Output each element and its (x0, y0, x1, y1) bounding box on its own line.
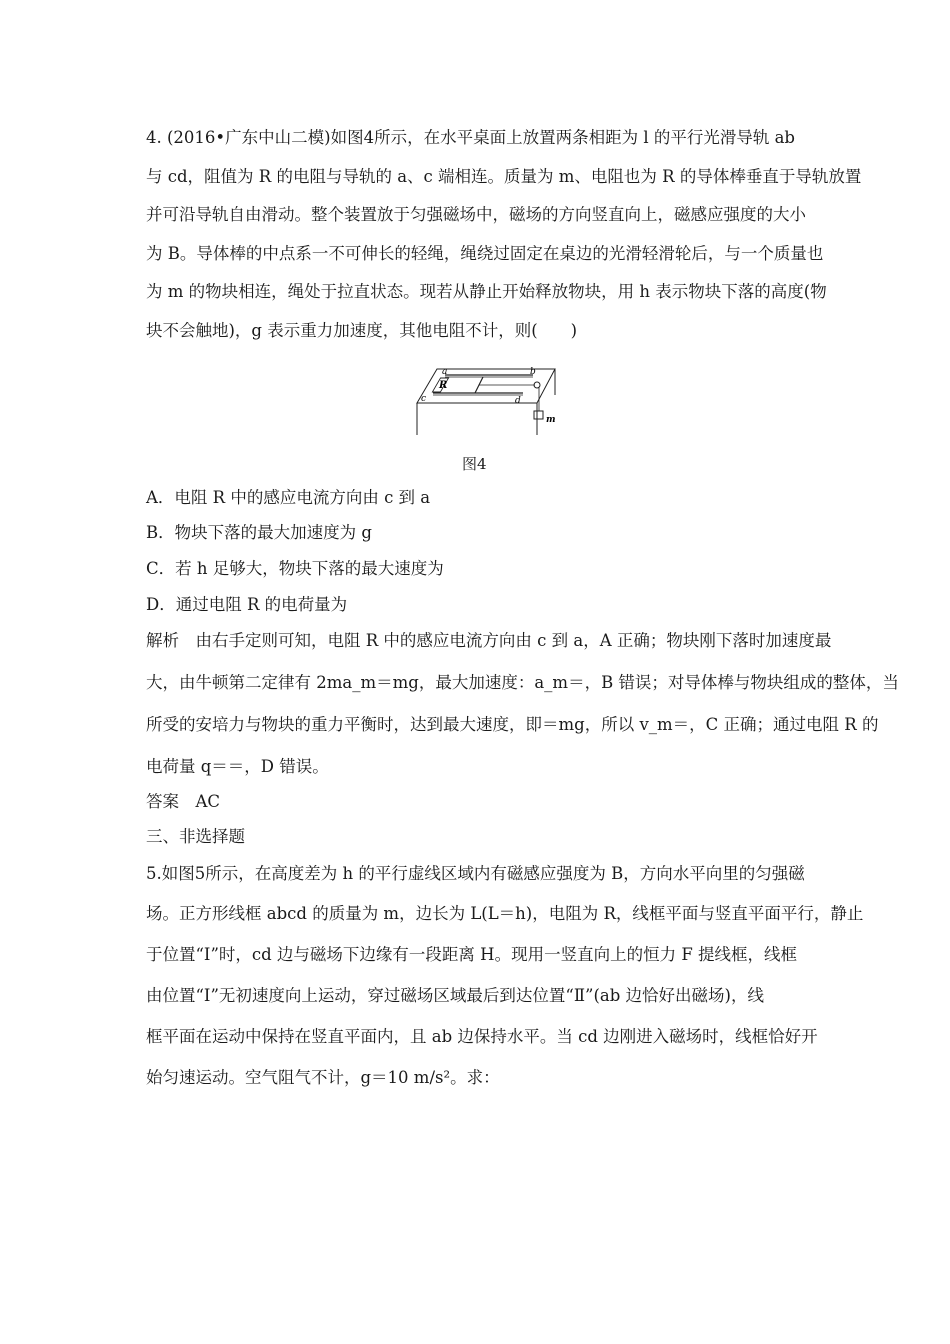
label-m: m (546, 415, 556, 425)
analysis-line-4: 电荷量 q＝＝，D 错误。 (146, 757, 329, 776)
answer: 答案 AC (146, 792, 221, 811)
label-d: d (515, 396, 521, 406)
figure-4-diagram (415, 365, 560, 437)
analysis-line-2: 大，由牛顿第二定律有 2ma_m＝mg，最大加速度：a_m＝，B 错误；对导体棒与物块组成的整体，当 (146, 673, 899, 692)
option-d: D．通过电阻 R 的电荷量为 (146, 595, 348, 614)
option-b: B．物块下落的最大加速度为 g (146, 523, 372, 542)
q4-line-3: 并可沿导轨自由滑动。整个装置放于匀强磁场中，磁场的方向竖直向上，磁感应强度的大小 (146, 205, 806, 224)
q4-line-4: 为 B。导体棒的中点系一不可伸长的轻绳，绳绕过固定在桌边的光滑轻滑轮后，与一个质量也 (146, 244, 824, 263)
option-c: C．若 h 足够大，物块下落的最大速度为 (146, 559, 444, 578)
q4-line-6: 块不会触地)，g 表示重力加速度，其他电阻不计，则( ) (146, 321, 578, 340)
label-c: c (421, 394, 427, 404)
option-a: A．电阻 R 中的感应电流方向由 c 到 a (146, 488, 431, 507)
figure-4-caption: 图4 (462, 455, 487, 473)
analysis-line-1: 解析 由右手定则可知，电阻 R 中的感应电流方向由 c 到 a，A 正确；物块刚下落时加速度最 (146, 631, 832, 650)
q5-line-1: 5.如图5所示，在高度差为 h 的平行虚线区域内有磁感应强度为 B，方向水平向里的匀强磁 (146, 864, 805, 883)
label-a: a (442, 367, 448, 377)
q5-line-4: 由位置“Ⅰ”无初速度向上运动，穿过磁场区域最后到达位置“Ⅱ”(ab 边恰好出磁场)，线 (146, 986, 764, 1005)
q4-line-2: 与 cd，阻值为 R 的电阻与导轨的 a、c 端相连。质量为 m、电阻也为 R 的导体棒垂直于导轨放置 (146, 167, 862, 186)
section-heading: 三、非选择题 (146, 827, 245, 846)
q5-line-3: 于位置“Ⅰ”时，cd 边与磁场下边缘有一段距离 H。现用一竖直向上的恒力 F 提线框，线框 (146, 945, 798, 964)
q4-line-1: 4. (2016•广东中山二模)如图4所示，在水平桌面上放置两条相距为 l 的平行光滑导轨 ab (146, 128, 795, 147)
q4-line-5: 为 m 的物块相连，绳处于拉直状态。现若从静止开始释放物块，用 h 表示物块下落的高度(物 (146, 282, 827, 301)
label-b: b (530, 367, 536, 377)
label-R: R (439, 380, 448, 391)
q5-line-2: 场。正方形线框 abcd 的质量为 m，边长为 L(L＝h)，电阻为 R，线框平面与竖直平面平行，静止 (146, 904, 864, 923)
analysis-line-3: 所受的安培力与物块的重力平衡时，达到最大速度，即＝mg，所以 v_m＝，C 正确；通过电阻 R 的 (146, 715, 879, 734)
q5-line-6: 始匀速运动。空气阻气不计，g＝10 m/s²。求： (146, 1068, 500, 1087)
q5-line-5: 框平面在运动中保持在竖直平面内，且 ab 边保持水平。当 cd 边刚进入磁场时，线框恰好开 (146, 1027, 818, 1046)
